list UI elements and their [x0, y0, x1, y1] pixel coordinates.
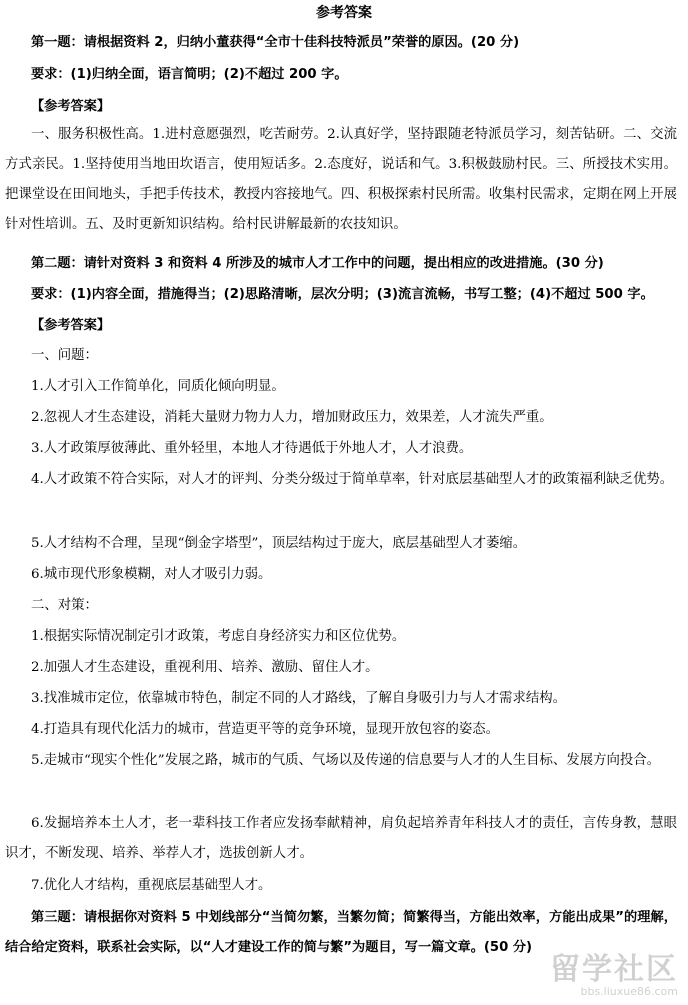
- problem-item: 6.城市现代形象模糊，对人才吸引力弱。: [31, 567, 272, 582]
- q2-requirements: 要求：(1)内容全面，措施得当；(2)思路清晰，层次分明；(3)流言流畅，书写工整；(4)不超过 500 字。: [31, 287, 654, 302]
- q2-heading: 第二题：请针对资料 3 和资料 4 所涉及的城市人才工作中的问题，提出相应的改进措施。(30 分): [31, 256, 604, 271]
- q3-heading: 第三题：请根据你对资料 5 中划线部分“当简勿繁，当繁勿简；简繁得当，方能出效率，方能出成果”的理解，结合给定资料，联系社会实际，以“人才建设工作的简与繁”为题目，写一篇文章。(50 分): [5, 910, 677, 955]
- measure-item: 7.优化人才结构，重视底层基础型人才。: [31, 878, 272, 893]
- measure-item: 6.发掘培养本土人才，老一辈科技工作者应发扬奉献精神，肩负起培养青年科技人才的责任，言传身教，慧眼识才，不断发现、培养、举荐人才，选拔创新人才。: [5, 816, 677, 861]
- q2-section-problems: 一、问题：: [31, 348, 98, 363]
- measure-item: 5.走城市“现实个性化”发展之路，城市的气质、气场以及传递的信息要与人才的人生目标、发展方向投合。: [31, 753, 661, 768]
- problem-item: 5.人才结构不合理，呈现“倒金字塔型”，顶层结构过于庞大，底层基础型人才萎缩。: [31, 536, 527, 551]
- measure-item: 3.找准城市定位，依靠城市特色，制定不同的人才路线，了解自身吸引力与人才需求结构。: [31, 691, 567, 706]
- q1-heading: 第一题：请根据资料 2，归纳小董获得“全市十佳科技特派员”荣誉的原因。(20 分): [31, 35, 520, 50]
- site-watermark: [550, 952, 678, 999]
- q2-section-measures: 二、对策：: [31, 598, 98, 613]
- problem-item: 4.人才政策不符合实际，对人才的评判、分类分级过于简单草率，针对底层基础型人才的政策福利缺乏优势。: [31, 472, 674, 487]
- page-title: 参考答案: [316, 5, 372, 21]
- watermark-brand: 留学社区: [550, 952, 678, 987]
- measure-item: 2.加强人才生态建设，重视利用、培养、激励、留住人才。: [31, 660, 379, 675]
- watermark-url: bbs.liuxue86.com: [580, 985, 678, 998]
- problem-item: 3.人才政策厚彼薄此、重外轻里，本地人才待遇低于外地人才，人才浪费。: [31, 441, 473, 456]
- measure-item: 4.打造具有现代化活力的城市，营造更平等的竞争环境，显现开放包容的姿态。: [31, 722, 500, 737]
- problem-item: 2.忽视人才生态建设，消耗大量财力物力人力，增加财政压力，效果差，人才流失严重。: [31, 410, 553, 425]
- q1-requirements: 要求：(1)归纳全面，语言简明；(2)不超过 200 字。: [31, 67, 348, 82]
- problem-item: 1.人才引入工作简单化，同质化倾向明显。: [31, 379, 285, 394]
- measure-item: 1.根据实际情况制定引才政策，考虑自身经济实力和区位优势。: [31, 629, 406, 644]
- q1-reference-label: 【参考答案】: [31, 99, 111, 114]
- q2-reference-label: 【参考答案】: [31, 318, 111, 333]
- q1-answer: 一、服务积极性高。1.进村意愿强烈，吃苦耐劳。2.认真好学，坚持跟随老特派员学习，刻苦钻研。二、交流方式亲民。1.坚持使用当地田坎语言，使用短话多。2.态度好，说话和气。3.积极鼓励村民。三、所授技术实用。把课堂设在田间地头，手把手传技术，教授内容接地气。四、积极探索村民所需。收集村民需求，定期在网上开展针对性培训。五、及时更新知识结构。给村民讲解最新的农技知识。: [5, 127, 677, 232]
